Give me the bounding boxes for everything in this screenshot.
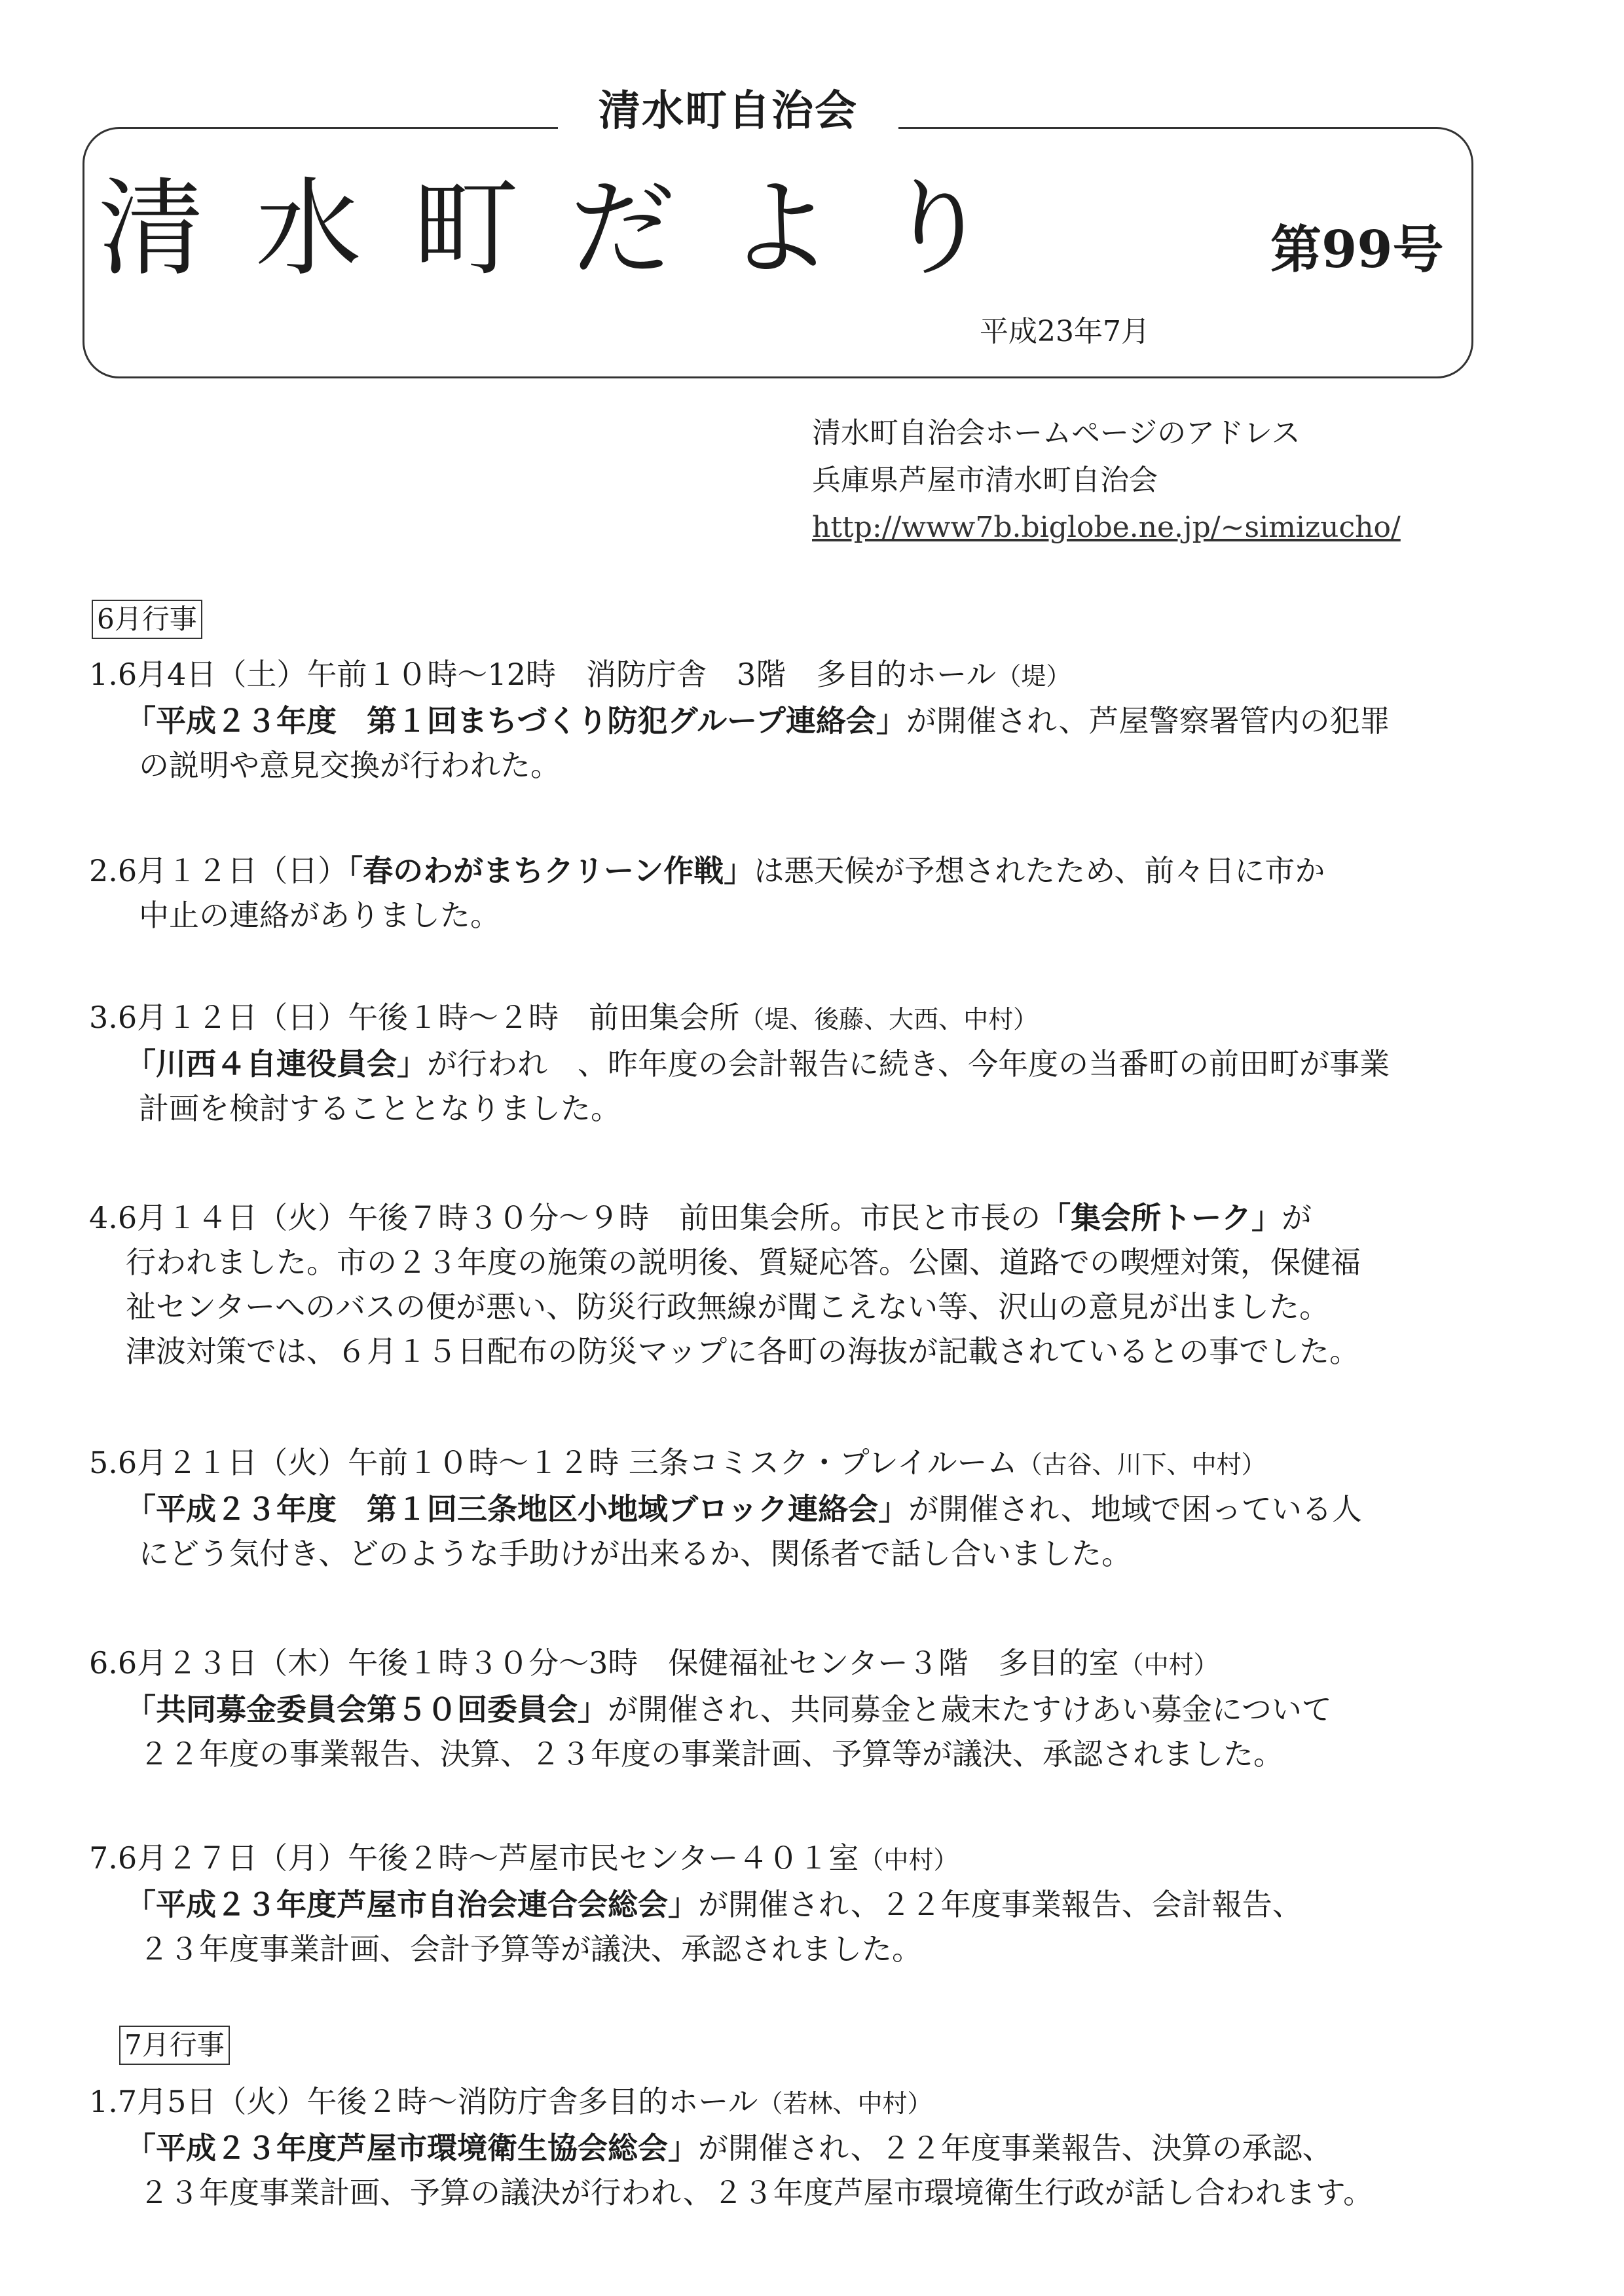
event-title: 「平成２３年度 第１回三条地区小地域ブロック連絡会」: [126, 1491, 909, 1527]
publication-date: 平成23年7月: [980, 315, 1150, 348]
homepage-address-block: [812, 410, 1559, 551]
event-participants: （中村）: [1118, 1650, 1219, 1679]
event-desc-line: にどう気付き、どのような手助けが出来るか、関係者で話し合いました。: [139, 1536, 1132, 1571]
event-june-2: [89, 848, 1504, 938]
event-head: 4.6月１４日（火）午後７時３０分～９時 前田集会所。市民と市長の: [89, 1200, 1041, 1235]
event-desc: が開催され、芦屋警察署管内の犯罪: [906, 703, 1390, 738]
event-participants: （堤）: [996, 662, 1071, 691]
organization-name: 清水町自治会: [558, 79, 898, 144]
event-june-1: [89, 652, 1504, 788]
event-desc-line: ２３年度事業計画、会計予算等が議決、承認されました。: [139, 1931, 922, 1967]
event-desc-line: 津波対策では、６月１５日配布の防災マップに各町の海抜が記載されているとの事でした。: [126, 1334, 1360, 1369]
event-july-1: [89, 2079, 1504, 2215]
event-desc-line: 行われました。市の２３年度の施策の説明後、質疑応答。公園、道路での喫煙対策，保健福: [126, 1245, 1361, 1280]
event-participants: （古谷、川下、中村）: [1017, 1450, 1266, 1479]
event-title: 「春のわがまちクリーン作戦」: [348, 853, 754, 888]
event-head: 3.6月１２日（日）午後１時～２時 前田集会所: [89, 1000, 740, 1035]
event-title: 「平成２３年度芦屋市環境衛生協会総会」: [126, 2130, 698, 2166]
event-desc: が開催され、２２年度事業報告、会計報告、: [698, 1887, 1302, 1922]
event-head: 2.6月１２日（日）: [89, 853, 348, 888]
event-desc-line: の説明や意見交換が行われた。: [139, 748, 561, 783]
event-title: 「平成２３年度芦屋市自治会連合会総会」: [126, 1887, 698, 1922]
event-desc: が開催され、地域で困っている人: [908, 1491, 1362, 1527]
event-title: 「共同募金委員会第５０回委員会」: [126, 1692, 608, 1727]
event-title: 「平成２３年度 第１回まちづくり防犯グループ連絡会」: [126, 703, 906, 738]
event-desc-line: 祉センターへのバスの便が悪い、防災行政無線が聞こえない等、沢山の意見が出ました。: [126, 1289, 1330, 1324]
event-title: 「川西４自連役員会」: [126, 1046, 427, 1082]
event-desc-line: ２２年度の事業報告、決算、２３年度の事業計画、予算等が議決、承認されました。: [139, 1736, 1283, 1772]
event-head: 5.6月２１日（火）午前１０時～１２時 三条コミスク・プレイルーム: [89, 1445, 1018, 1480]
homepage-link[interactable]: http://www7b.biglobe.ne.jp/~simizucho/: [812, 511, 1401, 544]
event-desc-line: 中止の連絡がありました。: [139, 898, 500, 933]
event-desc: が開催され、２２年度事業報告、決算の承認、: [698, 2130, 1333, 2166]
event-head: 1.7月5日（火）午後２時～消防庁舎多目的ホール: [89, 2084, 758, 2119]
address-name: 兵庫県芦屋市清水町自治会: [812, 464, 1158, 497]
event-title: 「集会所トーク」: [1041, 1200, 1282, 1235]
event-june-6: [89, 1641, 1504, 1776]
event-desc: が開催され、共同募金と歳末たすけあい募金について: [608, 1692, 1332, 1727]
event-desc-line: ２３年度事業計画、予算の議決が行われ、２３年度芦屋市環境衛生行政が話し合われます。: [139, 2175, 1374, 2210]
section-label-june: 6月行事: [92, 600, 202, 639]
section-label-july: 7月行事: [119, 2026, 230, 2065]
event-june-7: [89, 1836, 1504, 1971]
issue-number: 第99号: [1270, 220, 1444, 280]
event-participants: （中村）: [858, 1846, 959, 1874]
event-head: 1.6月4日（土）午前１０時～12時 消防庁舎 3階 多目的ホール: [89, 657, 997, 692]
address-label: 清水町自治会ホームページのアドレス: [812, 416, 1301, 450]
event-june-3: [89, 995, 1504, 1131]
event-participants: （若林、中村）: [758, 2089, 932, 2118]
event-june-5: [89, 1440, 1504, 1576]
event-participants: （堤、後藤、大西、中村）: [739, 1005, 1039, 1034]
event-desc: が行われ 、昨年度の会計報告に続き、今年度の当番町の前田町が事業: [427, 1046, 1390, 1082]
event-head: 7.6月２７日（月）午後２時～芦屋市民センター４０１室: [89, 1840, 859, 1876]
event-desc: が: [1282, 1200, 1312, 1235]
event-head: 6.6月２３日（木）午後１時３０分～3時 保健福祉センター３階 多目的室: [89, 1645, 1119, 1681]
event-desc-line: 計画を検討することとなりました。: [139, 1091, 621, 1126]
publication-title: 清水町だより: [98, 168, 1041, 291]
event-desc: は悪天候が予想されたため、前々日に市か: [754, 853, 1325, 888]
event-june-4: [89, 1195, 1504, 1374]
